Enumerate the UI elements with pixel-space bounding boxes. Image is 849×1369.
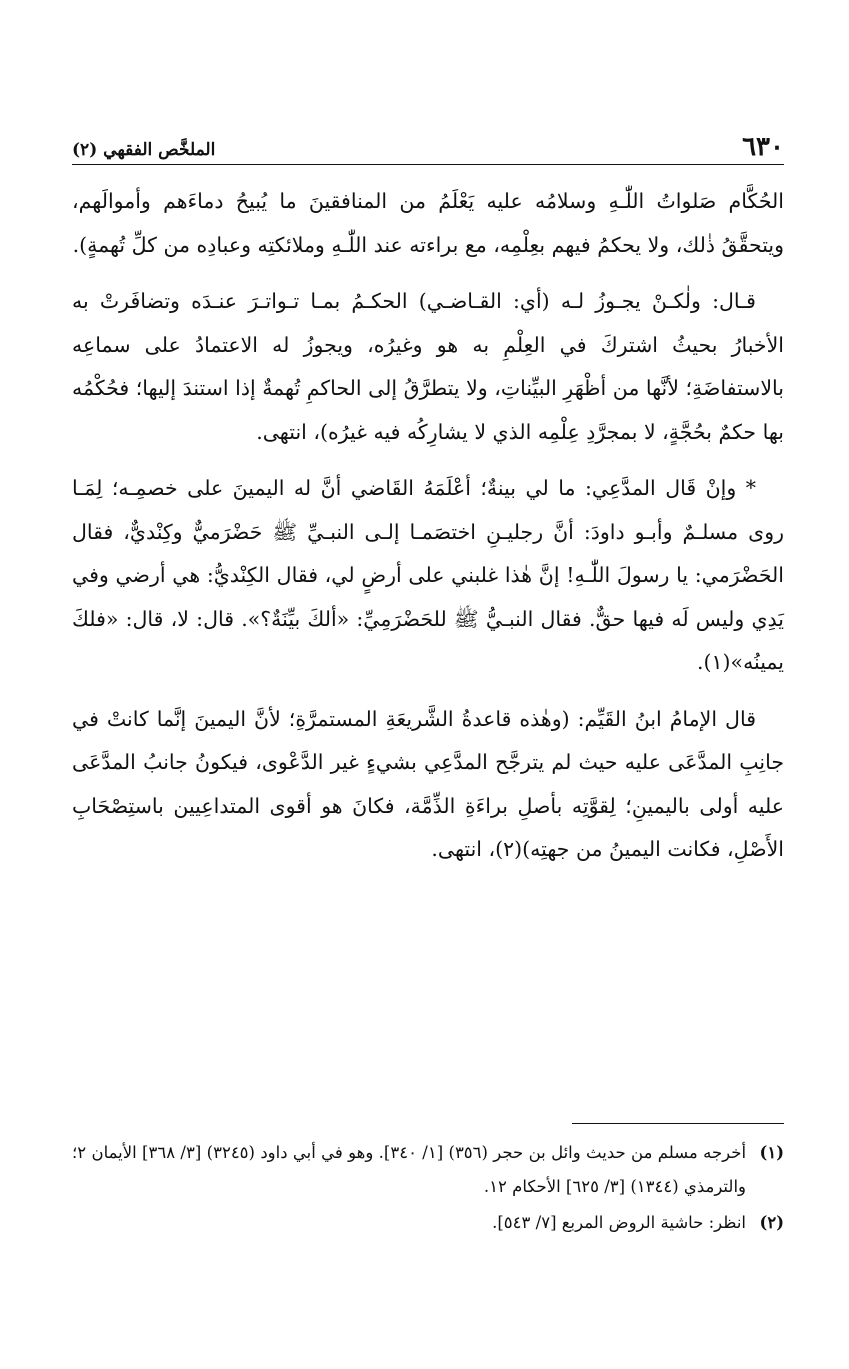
paragraph: قال الإمامُ ابنُ القَيِّم: (وهٰذه قاعدةُ الشَّريعَةِ المستمرَّةِ؛ لأنَّ اليمينَ إنَّما كانتْ في جانِبِ المدَّعَى عليه حيث لم يترجَّح المدَّعِي بشيءٍ غير الدَّعْوى، فيكونُ جانبُ المدَّعَى عليه أولى باليمينِ؛ لِقوَّتِه بأصلِ براءَةِ الذِّمَّة، فكانَ هو أقوى المتداعِيين باستِصْحَابِ الأَصْلِ، فكانت اليمينُ من جهتِه)(٢)، انتهى.: [72, 706, 784, 861]
footnotes: [72, 1123, 784, 1242]
paragraph: الحُكَّام صَلواتُ اللّٰـهِ وسلامُه عليه يَعْلَمُ من المنافقينَ ما يُبيحُ دماءَهم وأموالَهم، ويتحقَّقُ ذٰلك، ولا يحكمُ فيهم بعِلْمِه، مع براءته عند اللّٰـهِ وملائكتِه وعبادِه من كلِّ تُهمةٍ).: [72, 189, 784, 257]
body-text: [72, 180, 784, 885]
footnote-number: (١): [759, 1143, 784, 1162]
footnote: [72, 1206, 784, 1240]
book-title: الملخَّص الفقهي (٢): [72, 140, 216, 160]
footnote: [72, 1136, 784, 1204]
paragraph: قـال: ولٰكـنْ يجـوزُ لـه (أي: القـاضـي) الحكـمُ بمـا تـواتـرَ عنـدَه وتضافَرتْ به الأخبارُ بحيثُ اشتركَ في العِلْمِ به هو وغيرُه، ويجوزُ له الاعتمادُ على سماعِه بالاستفاضَةِ؛ لأنَّها من أظْهَرِ البيِّناتِ، ولا يتطرَّقُ إلى الحاكمِ تُهمةٌ إذا استندَ إليها؛ فحُكْمُه بها حكمٌ بحُجَّةٍ، لا بمجرَّدِ عِلْمِه الذي لا يشارِكُه فيه غيرُه)، انتهى.: [72, 289, 784, 444]
book-page: [72, 0, 784, 1369]
paragraph: * وإنْ قَال المدَّعِي: ما لي بينةٌ؛ أعْلَمَهُ القَاضي أنَّ له اليمينَ على خصمِـه؛ لِمَـا روى مسلـمٌ وأبـو داودَ: أنَّ رجليـنِ اختصَمـا إلـى النبـيِّ ﷺ حَضْرَميٌّ وكِنْديٌّ، فقال الحَضْرَمي: يا رسولَ اللّٰـهِ! إنَّ هٰذا غلبني على أرضٍ لي، فقال الكِنْديُّ: هي أرضي وفي يَدِي وليس لَه فيها حقٌّ. فقال النبـيُّ ﷺ للحَضْرَمِيِّ: «ألكَ بيِّنَةٌ؟». قال: لا، قال: «فلكَ يمينُه»(١).: [72, 476, 784, 674]
footnote-number: (٢): [759, 1213, 784, 1232]
footnote-text: أخرجه مسلم من حديث وائل بن حجر (٣٥٦) [١/ ٣٤٠]. وهو في أبي داود (٣٢٤٥) [٣/ ٣٦٨] الأيمان ٢؛ والترمذي (١٣٤٤) [٣/ ٦٢٥] الأحكام ١٢.: [72, 1143, 747, 1196]
running-header: [72, 128, 784, 165]
footnote-text: انظر: حاشية الروض المربع [٧/ ٥٤٣].: [492, 1213, 746, 1232]
page-number: ٦٣٠: [742, 132, 784, 162]
footnote-divider: [572, 1123, 784, 1124]
